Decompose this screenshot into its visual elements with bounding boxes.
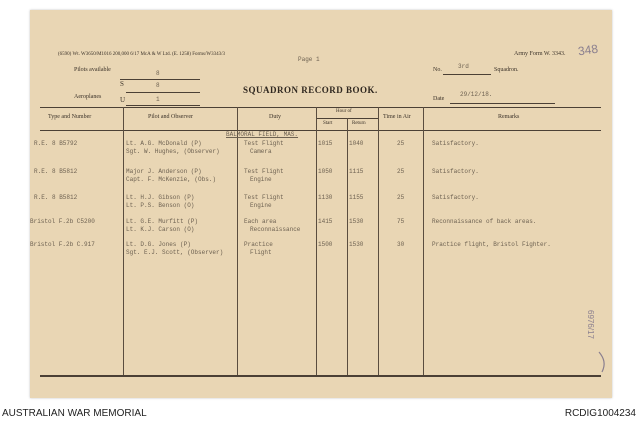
col-divider-3	[316, 107, 317, 375]
margin-pencil-mark	[596, 350, 610, 374]
margin-note: 6976/17	[586, 310, 595, 339]
squadron-no-value: 3rd	[458, 63, 469, 70]
header-remarks: Remarks	[498, 114, 520, 120]
aeroplanes-u-value: 1	[156, 96, 160, 103]
aeroplanes-s-value: 8	[156, 82, 160, 89]
row-observer: Capt. F. McKenzie, (Obs.)	[126, 176, 217, 183]
row-time: 75	[397, 218, 405, 225]
row-duty: Test Flight	[244, 140, 284, 147]
row-duty-detail: Engine	[250, 202, 272, 209]
row-time: 25	[397, 140, 405, 147]
row-type: Bristol F.2b C.917	[30, 241, 95, 248]
aeroplanes-u-underline	[126, 105, 200, 106]
row-time: 25	[397, 194, 405, 201]
date-label: Date	[433, 96, 445, 102]
row-return: 1115	[349, 168, 364, 175]
header-type: Type and Number	[48, 114, 92, 120]
row-duty-detail: Camera	[250, 148, 272, 155]
table-header-rule	[40, 130, 601, 131]
col-divider-5	[378, 107, 379, 375]
row-pilot: Major J. Anderson (P)	[126, 168, 202, 175]
aeroplanes-label: Aeroplanes	[74, 94, 102, 100]
row-pilot: Lt. H.J. Gibson (P)	[126, 194, 195, 201]
row-start: 1500	[318, 241, 333, 248]
row-pilot: Lt. G.E. Murfitt (P)	[126, 218, 199, 225]
squadron-no-underline	[443, 74, 491, 75]
header-time: Time in Air	[383, 114, 411, 120]
footer-record-id: RCDIG1004234	[564, 408, 636, 419]
col-divider-2	[237, 107, 238, 375]
row-time: 30	[397, 241, 405, 248]
row-duty: Practice	[244, 241, 273, 248]
section-heading: BALMORAL FIELD, MAS.	[226, 131, 299, 138]
col-divider-4	[347, 118, 348, 375]
row-return: 1530	[349, 218, 364, 225]
aeroplanes-s-prefix: S	[120, 80, 124, 88]
row-observer: Lt. P.S. Benson (O)	[126, 202, 195, 209]
row-remarks: Reconnaissance of back areas.	[432, 218, 537, 225]
header-return: Return	[352, 121, 366, 126]
row-return: 1040	[349, 140, 364, 147]
aeroplanes-s-underline	[126, 92, 200, 93]
row-start: 1050	[318, 168, 333, 175]
row-type: R.E. 8 B5792	[34, 140, 78, 147]
squadron-label: Squadron.	[494, 67, 519, 73]
row-remarks: Satisfactory.	[432, 140, 479, 147]
row-pilot: Lt. A.G. McDonald (P)	[126, 140, 202, 147]
header-pilot: Pilot and Observer	[148, 114, 193, 120]
row-observer: Sgt. W. Hughes, (Observer)	[126, 148, 220, 155]
pilots-label: Pilots available	[74, 67, 111, 73]
row-type: Bristol F.2b C5200	[30, 218, 95, 225]
row-time: 25	[397, 168, 405, 175]
form-name: Army Form W. 3343.	[514, 51, 566, 57]
footer-source: AUSTRALIAN WAR MEMORIAL	[2, 408, 147, 419]
row-remarks: Satisfactory.	[432, 194, 479, 201]
row-duty-detail: Reconnaissance	[250, 226, 301, 233]
pilots-value: 8	[156, 70, 160, 77]
row-duty: Each area	[244, 218, 277, 225]
row-observer: Lt. K.J. Carson (O)	[126, 226, 195, 233]
pilots-underline	[120, 79, 200, 80]
row-observer: Sgt. E.J. Scott, (Observer)	[126, 249, 224, 256]
header-hour-of: Hour of	[336, 109, 352, 114]
date-value: 29/12/18.	[460, 91, 493, 98]
squadron-no-label: No.	[433, 67, 442, 73]
table-bottom-rule	[40, 375, 601, 377]
row-duty: Test Flight	[244, 168, 284, 175]
row-duty-detail: Engine	[250, 176, 272, 183]
row-duty: Test Flight	[244, 194, 284, 201]
row-remarks: Satisfactory.	[432, 168, 479, 175]
page-title: SQUADRON RECORD BOOK.	[243, 85, 378, 95]
record-book-page	[30, 10, 612, 398]
row-remarks: Practice flight, Bristol Fighter.	[432, 241, 551, 248]
col-divider-1	[123, 107, 124, 375]
row-start: 1415	[318, 218, 333, 225]
row-type: R.E. 8 B5812	[34, 194, 78, 201]
print-info: (6590) Wt. W3650/M1016 200,000 6/17 McA & W Ltd. (E. 1258) Forms/W3343/3	[58, 52, 225, 57]
table-top-rule	[40, 107, 601, 108]
aeroplanes-u-prefix: U	[120, 96, 126, 104]
row-start: 1015	[318, 140, 333, 147]
row-return: 1530	[349, 241, 364, 248]
row-type: R.E. 8 B5812	[34, 168, 78, 175]
row-start: 1130	[318, 194, 333, 201]
row-duty-detail: Flight	[250, 249, 272, 256]
folio-number: 348	[577, 41, 599, 59]
header-duty: Duty	[269, 114, 281, 120]
row-return: 1155	[349, 194, 364, 201]
page-label: Page 1	[298, 56, 320, 63]
col-divider-6	[423, 107, 424, 375]
row-pilot: Lt. D.G. Jones (P)	[126, 241, 191, 248]
date-underline	[450, 103, 555, 104]
header-start: Start	[323, 121, 333, 126]
